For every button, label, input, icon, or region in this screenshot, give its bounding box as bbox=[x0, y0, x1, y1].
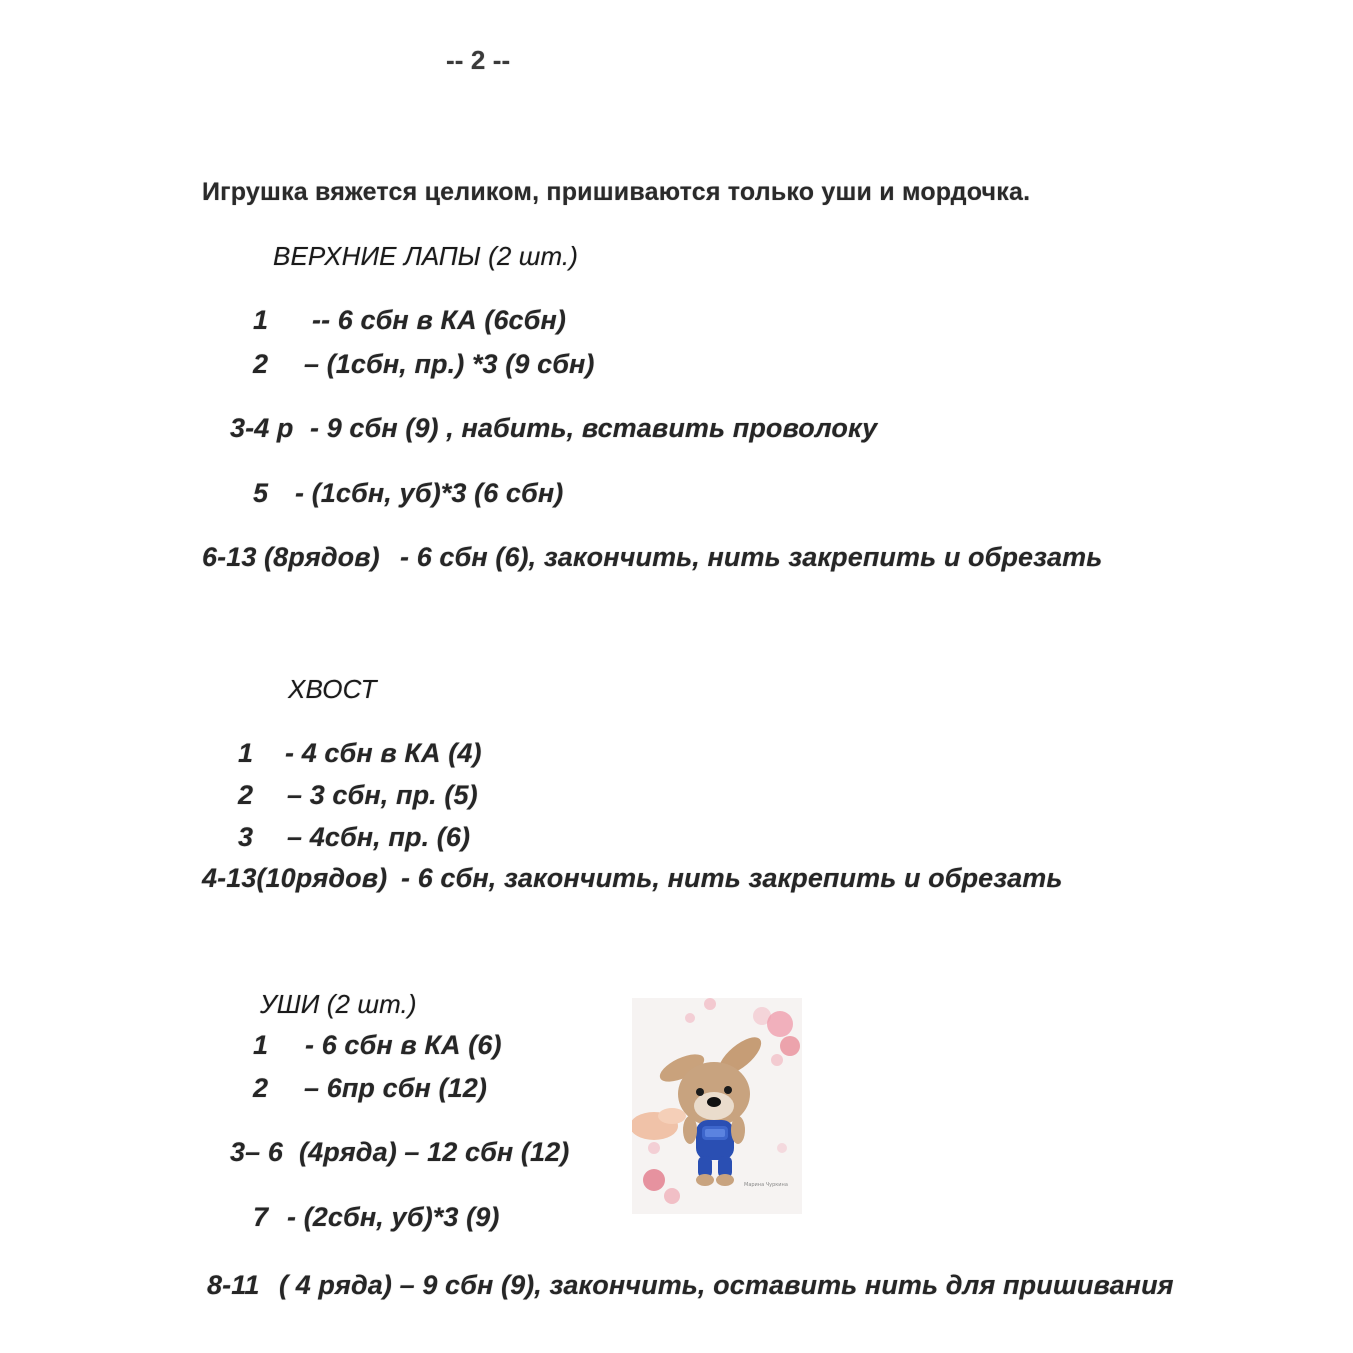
row-number: 2 bbox=[253, 1073, 269, 1103]
row-number: 3-4 р bbox=[230, 413, 294, 443]
pattern-row bbox=[202, 862, 1152, 894]
pattern-row bbox=[230, 412, 930, 444]
section-title-ears: УШИ (2 шт.) bbox=[260, 989, 417, 1019]
pattern-row bbox=[253, 348, 653, 380]
toy-illustration bbox=[632, 998, 802, 1214]
row-instruction: - 6 сбн, закончить, нить закрепить и обрезать bbox=[401, 863, 1063, 893]
pattern-row bbox=[238, 779, 638, 811]
row-number: 1 bbox=[238, 738, 254, 768]
row-instruction: - (1сбн, уб)*3 (6 сбн) bbox=[295, 478, 564, 508]
row-instruction: – 3 сбн, пр. (5) bbox=[287, 780, 478, 810]
page-number: -- 2 -- bbox=[446, 45, 511, 75]
row-number: 1 bbox=[253, 305, 269, 335]
row-number: 2 bbox=[253, 349, 269, 379]
row-instruction: - 6 сбн (6), закончить, нить закрепить и обрезать bbox=[400, 542, 1103, 572]
row-instruction: – (1сбн, пр.) *3 (9 сбн) bbox=[304, 349, 595, 379]
row-instruction: (4ряда) – 12 сбн (12) bbox=[299, 1137, 570, 1167]
row-number: 4-13(10рядов) bbox=[202, 863, 388, 893]
toy-photo bbox=[632, 998, 802, 1214]
pattern-row bbox=[253, 304, 653, 336]
pattern-row bbox=[253, 1201, 613, 1233]
row-number: 6-13 (8рядов) bbox=[202, 542, 380, 572]
row-number: 5 bbox=[253, 478, 269, 508]
intro-text: Игрушка вяжется целиком, пришиваются только уши и мордочка. bbox=[202, 178, 1031, 206]
pattern-row bbox=[207, 1269, 1207, 1301]
row-instruction: – 6пр сбн (12) bbox=[304, 1073, 487, 1103]
row-number: 1 bbox=[253, 1030, 269, 1060]
row-instruction: – 4сбн, пр. (6) bbox=[287, 822, 471, 852]
pattern-row bbox=[202, 541, 1152, 573]
pattern-row bbox=[253, 477, 653, 509]
row-instruction: -- 6 сбн в КА (6сбн) bbox=[312, 305, 566, 335]
section-title-upper-paws: ВЕРХНИЕ ЛАПЫ (2 шт.) bbox=[273, 241, 578, 271]
row-instruction: - 6 сбн в КА (6) bbox=[305, 1030, 502, 1060]
pattern-row bbox=[230, 1136, 610, 1168]
row-instruction: - 9 сбн (9) , набить, вставить проволоку bbox=[310, 413, 878, 443]
row-number: 8-11 bbox=[207, 1270, 260, 1300]
row-instruction: - 4 сбн в КА (4) bbox=[285, 738, 482, 768]
row-number: 3– 6 bbox=[230, 1137, 283, 1167]
photo-caption: Марина Чуркина bbox=[744, 1182, 788, 1188]
section-title-tail: ХВОСТ bbox=[288, 674, 377, 704]
pattern-row bbox=[238, 737, 638, 769]
pattern-row bbox=[253, 1029, 613, 1061]
pattern-row bbox=[253, 1072, 613, 1104]
row-instruction: - (2сбн, уб)*3 (9) bbox=[287, 1202, 500, 1232]
pattern-row bbox=[238, 821, 638, 853]
row-number: 3 bbox=[238, 822, 254, 852]
row-instruction: ( 4 ряда) – 9 сбн (9), закончить, оставить нить для пришивания bbox=[279, 1270, 1174, 1300]
row-number: 2 bbox=[238, 780, 254, 810]
row-number: 7 bbox=[253, 1202, 269, 1232]
